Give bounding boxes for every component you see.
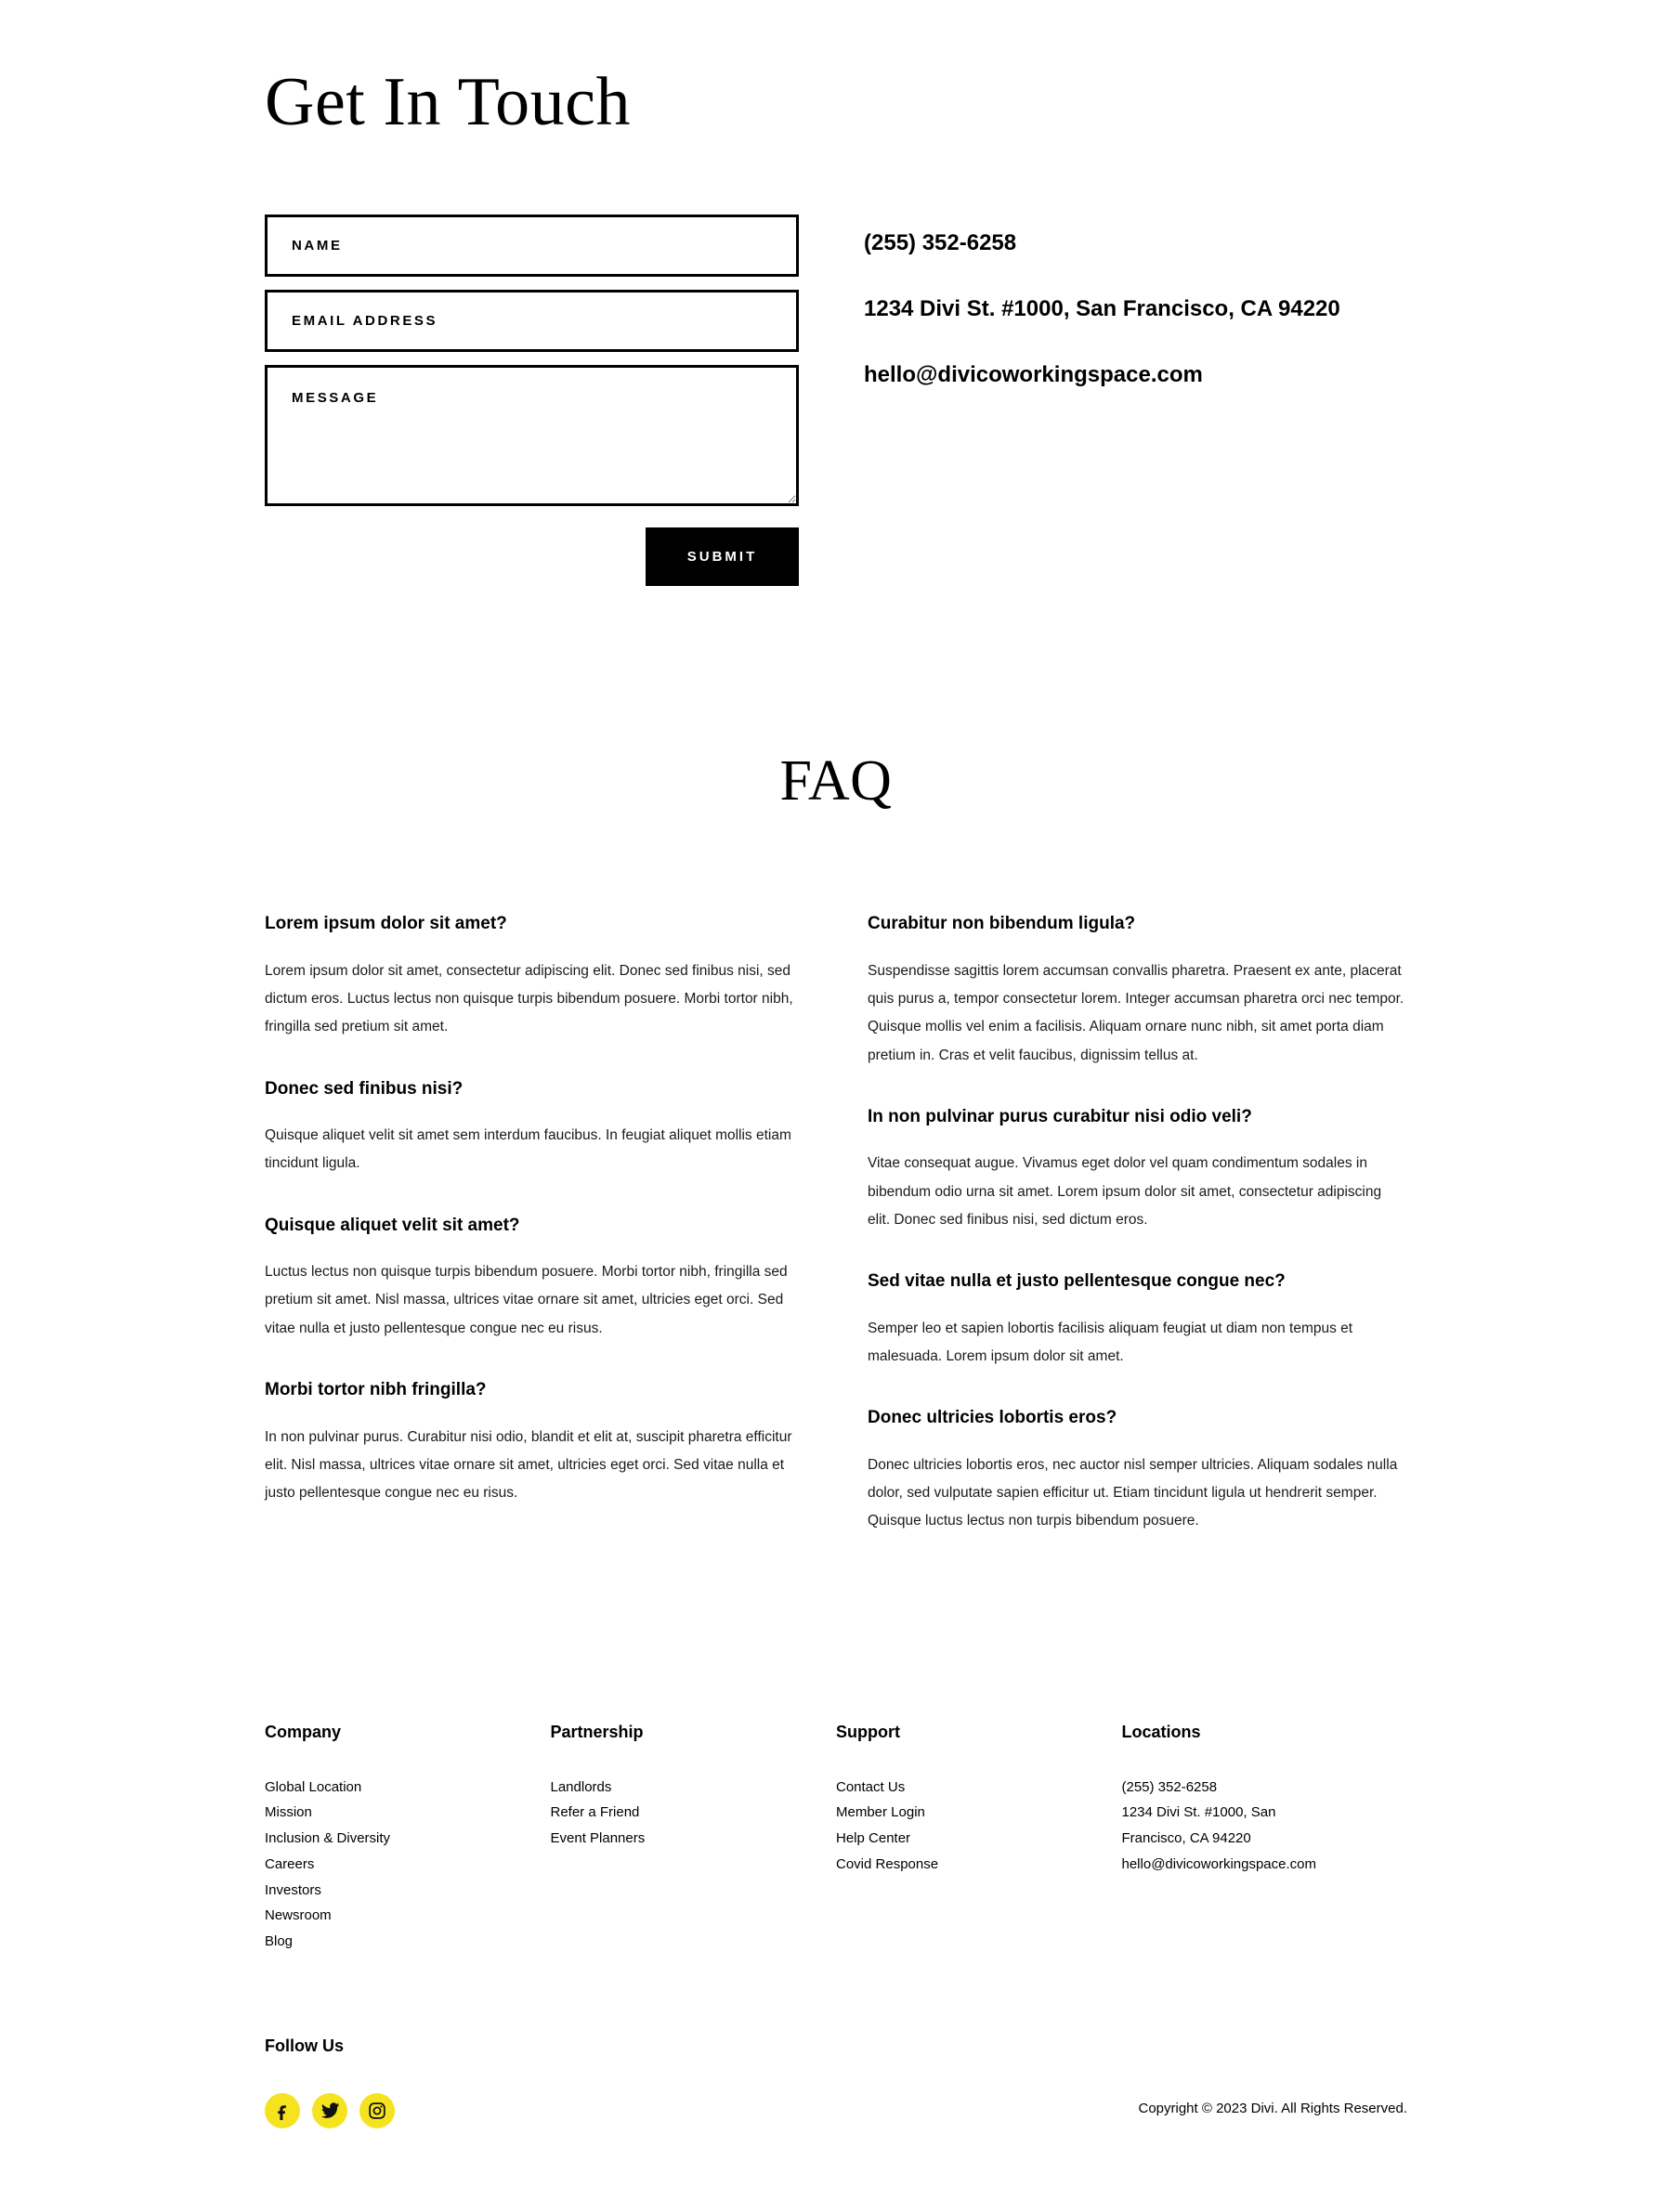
faq-answer: In non pulvinar purus. Curabitur nisi odio, blandit et elit at, suscipit pharetra efficitur elit. Nisl massa, ultrices vitae ornare sit amet, ultricies eget orci. Sed vitae nulla et justo pellentesque congue nec eu risus. — [265, 1428, 792, 1501]
faq-grid — [265, 912, 1407, 1535]
faq-question: Morbi tortor nibh fringilla? — [265, 1379, 487, 1399]
footer-link[interactable]: Contact Us — [836, 1778, 906, 1795]
footer-heading: Locations — [1121, 1723, 1201, 1742]
faq-question: Lorem ipsum dolor sit amet? — [265, 914, 507, 934]
footer-section — [0, 1535, 1672, 2211]
name-input[interactable] — [265, 215, 799, 277]
faq-answer: Suspendisse sagittis lorem accumsan convallis pharetra. Praesent ex ante, placerat quis purus a, tempor consectetur lorem. Integer accumsan pharetra orci nec tempor. Quisque mollis vel enim a facilisis. Aliquam ornare nunc nibh, sit amet porta diam pretium in. Cras et velit faucibus, dignissim tellus at. — [868, 962, 1404, 1063]
footer-location-address-line1: 1234 Divi St. #1000, San — [1121, 1804, 1276, 1821]
faq-question: Donec sed finibus nisi? — [265, 1078, 464, 1099]
faq-question: Quisque aliquet velit sit amet? — [265, 1215, 520, 1235]
footer-link[interactable]: Help Center — [836, 1830, 911, 1847]
social-links — [265, 2093, 395, 2128]
faq-question: Sed vitae nulla et justo pellentesque congue nec? — [868, 1271, 1286, 1292]
footer-location-address-line2: Francisco, CA 94220 — [1121, 1830, 1251, 1847]
faq-question: Donec ultricies lobortis eros? — [868, 1408, 1117, 1428]
footer-link[interactable]: Mission — [265, 1804, 312, 1821]
submit-row — [265, 527, 799, 586]
page-title: Get In Touch — [265, 64, 632, 140]
footer-link[interactable]: Event Planners — [550, 1830, 646, 1847]
footer-heading: Partnership — [550, 1723, 644, 1742]
faq-answer: Donec ultricies lobortis eros, nec auctor nisl semper ultricies. Aliquam sodales nulla dolor, sed vulputate sapien efficitur ut. Etiam tincidunt ligula ut hendrerit semper. Quisque luctus lectus non turpis bibendum posuere. — [868, 1456, 1398, 1529]
footer-column-support — [836, 1721, 1122, 1954]
faq-title: FAQ — [779, 749, 893, 813]
faq-column-left — [265, 912, 804, 1507]
footer-heading: Company — [265, 1723, 342, 1742]
faq-item — [265, 1077, 804, 1178]
footer-location-phone: (255) 352-6258 — [1121, 1778, 1218, 1795]
footer-column-locations — [1122, 1721, 1408, 1954]
contact-email: hello@divicoworkingspace.com — [864, 361, 1203, 387]
footer-link[interactable]: Member Login — [836, 1804, 925, 1821]
email-input[interactable] — [265, 290, 799, 352]
footer-location-email: hello@divicoworkingspace.com — [1121, 1855, 1316, 1872]
footer-bottom-bar — [265, 2093, 1407, 2128]
follow-us-heading: Follow Us — [265, 2036, 344, 2055]
faq-question: In non pulvinar purus curabitur nisi odio veli? — [868, 1106, 1252, 1126]
footer-link[interactable]: Global Location — [265, 1778, 362, 1795]
footer-link[interactable]: Refer a Friend — [550, 1804, 640, 1821]
faq-answer: Semper leo et sapien lobortis facilisis aliquam feugiat ut diam non tempus et malesuada. Lorem ipsum dolor sit amet. — [868, 1320, 1353, 1364]
twitter-icon[interactable] — [312, 2093, 347, 2128]
footer-column-company — [265, 1721, 551, 1954]
contact-info — [864, 215, 1407, 391]
footer-link[interactable]: Inclusion & Diversity — [265, 1830, 391, 1847]
copyright-text: Copyright © 2023 Divi. All Rights Reserved. — [1138, 2101, 1407, 2117]
facebook-icon[interactable] — [265, 2093, 300, 2128]
faq-item — [265, 1378, 804, 1507]
footer-column-partnership — [551, 1721, 837, 1954]
follow-us-section — [265, 1955, 1407, 2128]
footer-link[interactable]: Blog — [265, 1933, 294, 1950]
contact-section — [0, 0, 1672, 586]
faq-section — [0, 586, 1672, 1535]
submit-button[interactable]: SUBMIT — [646, 527, 799, 586]
footer-link[interactable]: Investors — [265, 1881, 321, 1898]
footer-link[interactable]: Careers — [265, 1855, 315, 1872]
faq-answer: Quisque aliquet velit sit amet sem interdum faucibus. In feugiat aliquet mollis etiam tincidunt ligula. — [265, 1127, 791, 1172]
contact-address: 1234 Divi St. #1000, San Francisco, CA 94220 — [864, 296, 1340, 322]
footer-heading: Support — [836, 1723, 900, 1742]
faq-item — [265, 912, 804, 1041]
footer-bottom-spacer — [265, 2128, 1407, 2212]
contact-phone: (255) 352-6258 — [864, 230, 1017, 256]
faq-question: Curabitur non bibendum ligula? — [868, 914, 1136, 934]
faq-item — [868, 912, 1407, 1069]
faq-answer: Luctus lectus non quisque turpis bibendum posuere. Morbi tortor nibh, fringilla sed pretium sit amet. Nisl massa, ultrices vitae ornare sit amet, ultricies eget orci. Sed vitae nulla et justo pellentesque congue nec eu risus. — [265, 1264, 788, 1336]
faq-answer: Vitae consequat augue. Vivamus eget dolor vel quam condimentum sodales in bibendum odio urna sit amet. Lorem ipsum dolor sit amet, consectetur adipiscing elit. Donec sed finibus nisi, sed dictum eros. — [868, 1155, 1382, 1228]
faq-item — [265, 1214, 804, 1343]
faq-item — [868, 1406, 1407, 1535]
footer-link[interactable]: Landlords — [550, 1778, 612, 1795]
contact-grid — [265, 215, 1407, 586]
contact-form — [265, 215, 799, 586]
faq-column-right — [868, 912, 1407, 1535]
footer-link[interactable]: Covid Response — [836, 1855, 939, 1872]
faq-item — [868, 1105, 1407, 1234]
faq-item — [868, 1269, 1407, 1371]
message-input[interactable] — [265, 365, 799, 506]
faq-answer: Lorem ipsum dolor sit amet, consectetur adipiscing elit. Donec sed finibus nisi, sed dictum eros. Luctus lectus non quisque turpis bibendum posuere. Morbi tortor nibh, fringilla sed pretium sit amet. — [265, 962, 793, 1035]
footer-link-columns — [265, 1721, 1407, 1954]
instagram-icon[interactable] — [359, 2093, 395, 2128]
footer-link[interactable]: Newsroom — [265, 1907, 332, 1924]
